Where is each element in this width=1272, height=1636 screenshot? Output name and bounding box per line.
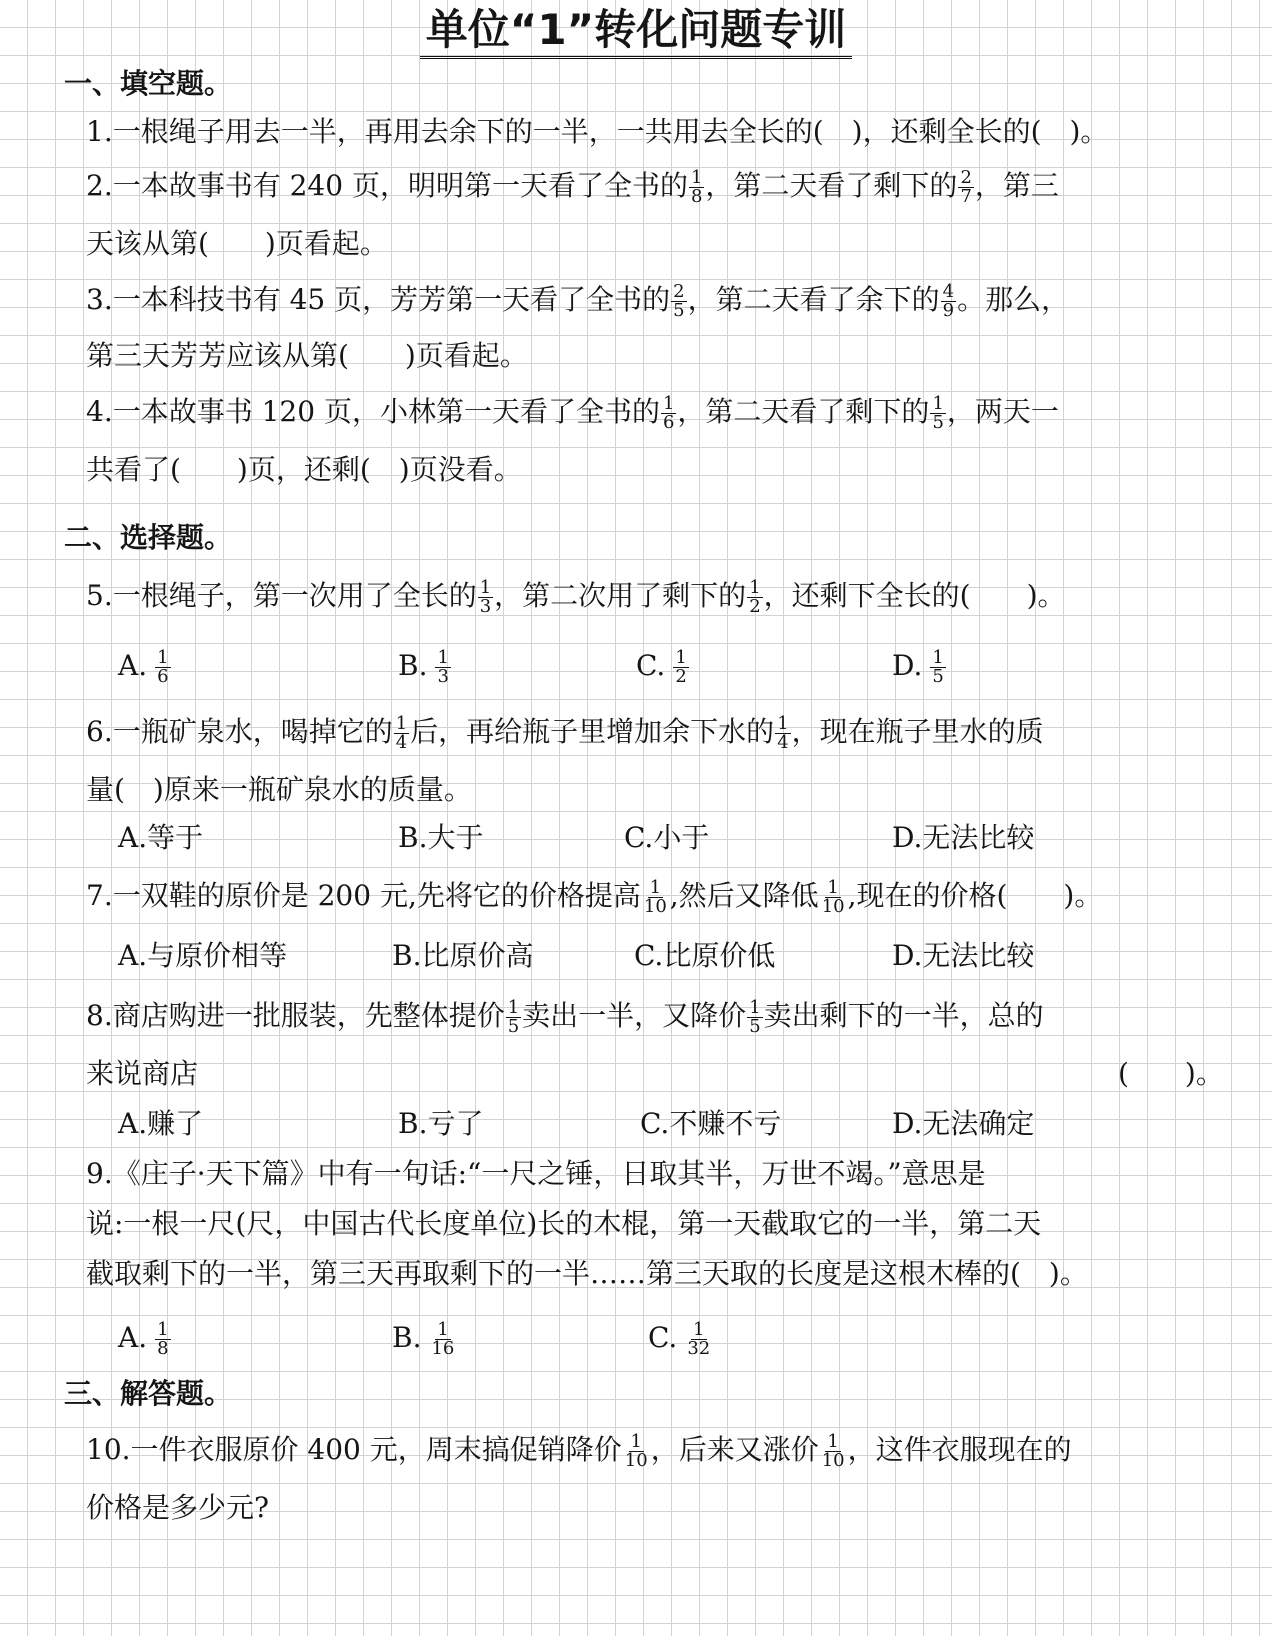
q8-option-c[interactable]: C.不赚不亏	[640, 1107, 782, 1140]
q8-option-b[interactable]: B.亏了	[398, 1107, 484, 1140]
q4-text-c: ，两天一	[946, 395, 1059, 428]
q9-option-a[interactable]: A. $\frac{1}{8}$	[118, 1319, 169, 1359]
section-heading-word-problems: 三、解答题。	[64, 1377, 233, 1410]
question-9-line-3: 截取剩下的一半，第三天再取剩下的一半……第三天取的长度是这根木棒的( )。	[86, 1257, 1088, 1290]
q8-text-a: 8.商店购进一批服装，先整体提价	[86, 999, 505, 1032]
question-3-line-2: 第三天芳芳应该从第( )页看起。	[86, 339, 528, 372]
q10-text-c: ，这件衣服现在的	[847, 1433, 1072, 1466]
question-2-line-1	[86, 166, 1236, 206]
q7-text-c: ,现在的价格( )。	[847, 879, 1103, 912]
q6-fraction-1: $\frac{1}{4}$	[395, 713, 408, 753]
q5-option-d[interactable]: D. $\frac{1}{5}$	[892, 647, 944, 687]
q6-option-a[interactable]: A.等于	[118, 821, 204, 854]
q3-fraction-2: $\frac{4}{9}$	[942, 281, 955, 321]
q6-text-a: 6.一瓶矿泉水，喝掉它的	[86, 715, 393, 748]
question-8-line-1	[86, 996, 1236, 1036]
q7-text-a: 7.一双鞋的原价是 200 元,先将它的价格提高	[86, 879, 641, 912]
q2-text-b: ，第二天看了剩下的	[705, 169, 958, 202]
q10-fraction-1: $\frac{1}{10}$	[624, 1431, 648, 1471]
q7-option-c[interactable]: C.比原价低	[634, 939, 776, 972]
question-7	[86, 876, 1236, 916]
question-10-line-2: 价格是多少元?	[86, 1491, 270, 1524]
question-10-line-1	[86, 1430, 1236, 1470]
q8-option-a[interactable]: A.赚了	[118, 1107, 204, 1140]
q5-text-b: ，第二次用了剩下的	[494, 579, 747, 612]
question-6-line-2: 量( )原来一瓶矿泉水的质量。	[86, 773, 472, 806]
section-heading-multiple-choice: 二、选择题。	[64, 521, 233, 554]
question-5	[86, 576, 1236, 616]
q6-fraction-2: $\frac{1}{4}$	[777, 713, 789, 753]
question-8-line-2: 来说商店	[86, 1057, 199, 1090]
q7-fraction-2: $\frac{1}{10}$	[821, 877, 845, 917]
q3-text-c: 。那么，	[957, 283, 1070, 316]
q8-option-d[interactable]: D.无法确定	[892, 1107, 1035, 1140]
section-heading-fill-in: 一、填空题。	[64, 67, 233, 100]
q5-fraction-2: $\frac{1}{2}$	[749, 577, 761, 617]
q4-text-b: ，第二天看了剩下的	[677, 395, 930, 428]
q8-text-b: 卖出一半，又降价	[522, 999, 747, 1032]
q5-text-a: 5.一根绳子，第一次用了全长的	[86, 579, 477, 612]
q8-answer-blank: ( )。	[1118, 1057, 1224, 1090]
question-4-line-2: 共看了( )页，还剩( )页没看。	[86, 453, 522, 486]
q8-text-c: 卖出剩下的一半，总的	[763, 999, 1044, 1032]
q8-fraction-1: $\frac{1}{5}$	[507, 997, 520, 1037]
q5-fraction-1: $\frac{1}{3}$	[479, 577, 492, 617]
question-9-line-1: 9.《庄子·天下篇》中有一句话:“一尺之锤，日取其半，万世不竭。”意思是	[86, 1157, 986, 1190]
question-6-line-1	[86, 712, 1236, 752]
q6-option-c[interactable]: C.小于	[624, 821, 710, 854]
q4-text-a: 4.一本故事书 120 页，小林第一天看了全书的	[86, 395, 660, 428]
q2-fraction-1: $\frac{1}{8}$	[690, 167, 703, 207]
question-4-line-1	[86, 392, 1236, 432]
q6-option-d[interactable]: D.无法比较	[892, 821, 1035, 854]
q3-fraction-1: $\frac{2}{5}$	[673, 281, 685, 321]
question-9-line-2: 说:一根一尺(尺，中国古代长度单位)长的木棍，第一天截取它的一半，第二天	[86, 1207, 1042, 1240]
page-title	[0, 4, 1272, 59]
question-1: 1.一根绳子用去一半，再用去余下的一半，一共用去全长的( )，还剩全长的( )。	[86, 115, 1109, 148]
q5-text-c: ，还剩下全长的( )。	[763, 579, 1066, 612]
question-3-line-1	[86, 280, 1236, 320]
q7-fraction-1: $\frac{1}{10}$	[643, 877, 667, 917]
q2-text-a: 2.一本故事书有 240 页，明明第一天看了全书的	[86, 169, 688, 202]
q7-option-d[interactable]: D.无法比较	[892, 939, 1035, 972]
q10-fraction-2: $\frac{1}{10}$	[821, 1431, 845, 1471]
q2-fraction-2: $\frac{2}{7}$	[960, 167, 972, 207]
q5-option-c[interactable]: C. $\frac{1}{2}$	[636, 647, 687, 687]
q3-text-b: ，第二天看了余下的	[687, 283, 940, 316]
q5-option-b[interactable]: B. $\frac{1}{3}$	[398, 647, 449, 687]
q9-option-c[interactable]: C. $\frac{1}{32}$	[648, 1319, 711, 1359]
q6-option-b[interactable]: B.大于	[398, 821, 484, 854]
q2-text-c: ，第三	[974, 169, 1059, 202]
q5-option-a[interactable]: A. $\frac{1}{6}$	[118, 647, 169, 687]
q8-fraction-2: $\frac{1}{5}$	[749, 997, 761, 1037]
q10-text-a: 10.一件衣服原价 400 元，周末搞促销降价	[86, 1433, 622, 1466]
q10-text-b: ，后来又涨价	[650, 1433, 819, 1466]
q7-text-b: ,然后又降低	[669, 879, 819, 912]
title-text: 单位“1”转化问题专训	[420, 4, 852, 59]
q3-text-a: 3.一本科技书有 45 页，芳芳第一天看了全书的	[86, 283, 671, 316]
q6-text-b: 后，再给瓶子里增加余下水的	[410, 715, 775, 748]
q9-option-b[interactable]: B. $\frac{1}{16}$	[392, 1319, 455, 1359]
q7-option-a[interactable]: A.与原价相等	[118, 939, 288, 972]
q4-fraction-1: $\frac{1}{6}$	[662, 393, 675, 433]
q6-text-c: ，现在瓶子里水的质	[791, 715, 1044, 748]
q7-option-b[interactable]: B.比原价高	[392, 939, 534, 972]
question-2-line-2: 天该从第( )页看起。	[86, 227, 388, 260]
q4-fraction-2: $\frac{1}{5}$	[932, 393, 944, 433]
